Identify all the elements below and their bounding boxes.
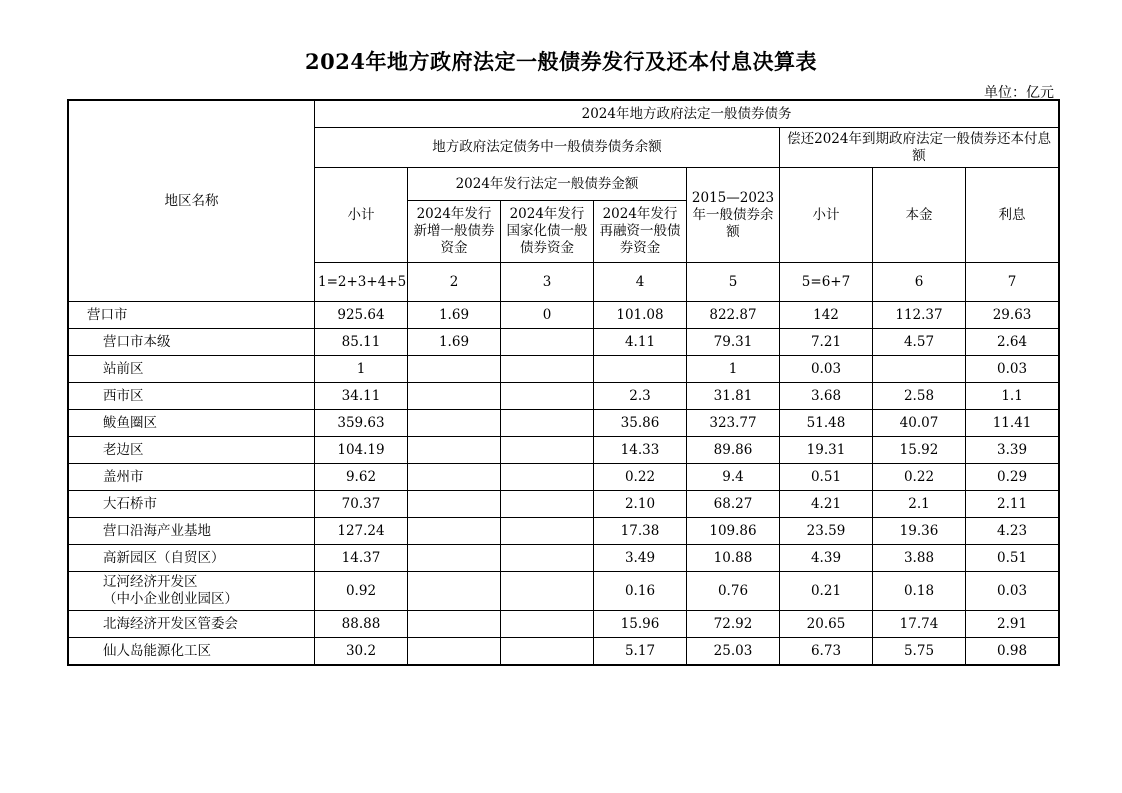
value-cell: 88.88 — [315, 611, 408, 638]
value-cell: 70.37 — [315, 491, 408, 518]
value-cell: 2.11 — [966, 491, 1059, 518]
value-cell: 15.92 — [873, 437, 966, 464]
value-cell: 112.37 — [873, 302, 966, 329]
code-cell: 4 — [594, 263, 687, 302]
value-cell — [501, 545, 594, 572]
unit-label: 单位：亿元 — [984, 85, 1054, 101]
value-cell: 2.10 — [594, 491, 687, 518]
header-repay-group: 偿还2024年到期政府法定一般债券还本付息额 — [780, 128, 1059, 168]
value-cell: 23.59 — [780, 518, 873, 545]
value-cell: 0.76 — [687, 572, 780, 611]
value-cell — [408, 491, 501, 518]
code-cell: 6 — [873, 263, 966, 302]
value-cell: 30.2 — [315, 638, 408, 665]
value-cell: 0.22 — [594, 464, 687, 491]
value-cell — [501, 518, 594, 545]
region-name — [69, 437, 315, 464]
value-cell: 822.87 — [687, 302, 780, 329]
value-cell — [501, 572, 594, 611]
value-cell: 142 — [780, 302, 873, 329]
value-cell: 127.24 — [315, 518, 408, 545]
header-issue-group: 2024年发行法定一般债券金额 — [408, 168, 687, 201]
region-name — [69, 464, 315, 491]
value-cell: 4.39 — [780, 545, 873, 572]
region-name-text: 营口沿海产业基地 — [103, 522, 211, 539]
value-cell: 31.81 — [687, 383, 780, 410]
region-name — [69, 302, 315, 329]
region-name — [69, 410, 315, 437]
value-cell — [408, 464, 501, 491]
code-cell: 5 — [687, 263, 780, 302]
header-region: 地区名称 — [69, 101, 315, 302]
value-cell: 35.86 — [594, 410, 687, 437]
value-cell: 109.86 — [687, 518, 780, 545]
table-row — [69, 611, 1059, 638]
value-cell: 68.27 — [687, 491, 780, 518]
region-name-text: 营口市本级 — [103, 333, 171, 350]
table-row — [69, 383, 1059, 410]
region-name — [69, 383, 315, 410]
value-cell — [501, 611, 594, 638]
value-cell: 9.4 — [687, 464, 780, 491]
value-cell: 5.75 — [873, 638, 966, 665]
value-cell: 6.73 — [780, 638, 873, 665]
table-row — [69, 464, 1059, 491]
region-name-subtext: （中小企业创业园区） — [103, 591, 238, 607]
value-cell: 0.29 — [966, 464, 1059, 491]
value-cell: 323.77 — [687, 410, 780, 437]
header-subtotal: 小计 — [315, 168, 408, 263]
header-interest: 利息 — [966, 168, 1059, 263]
table-row — [69, 518, 1059, 545]
value-cell: 359.63 — [315, 410, 408, 437]
value-cell: 0.03 — [780, 356, 873, 383]
value-cell: 101.08 — [594, 302, 687, 329]
value-cell: 1 — [315, 356, 408, 383]
header-top-group: 2024年地方政府法定一般债券债务 — [315, 101, 1059, 128]
value-cell: 3.49 — [594, 545, 687, 572]
value-cell — [408, 518, 501, 545]
value-cell: 5.17 — [594, 638, 687, 665]
value-cell: 17.74 — [873, 611, 966, 638]
code-cell: 5=6+7 — [780, 263, 873, 302]
region-name — [69, 572, 315, 611]
value-cell: 72.92 — [687, 611, 780, 638]
value-cell: 2.64 — [966, 329, 1059, 356]
value-cell: 19.36 — [873, 518, 966, 545]
region-name — [69, 638, 315, 665]
value-cell: 85.11 — [315, 329, 408, 356]
value-cell — [594, 356, 687, 383]
region-name-text: 仙人岛能源化工区 — [103, 642, 211, 659]
region-name-text: 站前区 — [103, 360, 144, 377]
value-cell: 0.21 — [780, 572, 873, 611]
value-cell: 0.51 — [966, 545, 1059, 572]
value-cell — [408, 611, 501, 638]
value-cell: 4.57 — [873, 329, 966, 356]
value-cell: 0.18 — [873, 572, 966, 611]
value-cell: 10.88 — [687, 545, 780, 572]
value-cell: 2.91 — [966, 611, 1059, 638]
value-cell: 4.21 — [780, 491, 873, 518]
code-cell: 7 — [966, 263, 1059, 302]
value-cell — [408, 356, 501, 383]
value-cell: 1.69 — [408, 302, 501, 329]
value-cell — [501, 491, 594, 518]
value-cell: 0.03 — [966, 572, 1059, 611]
table-row — [69, 329, 1059, 356]
value-cell: 9.62 — [315, 464, 408, 491]
value-cell: 4.23 — [966, 518, 1059, 545]
value-cell: 17.38 — [594, 518, 687, 545]
region-name-text: 鲅鱼圈区 — [103, 414, 157, 431]
value-cell: 0.92 — [315, 572, 408, 611]
header-national: 2024年发行国家化债一般债券资金 — [501, 201, 594, 263]
page-title: 2024年地方政府法定一般债券发行及还本付息决算表 — [305, 49, 817, 74]
value-cell — [408, 410, 501, 437]
value-cell — [501, 329, 594, 356]
value-cell: 3.68 — [780, 383, 873, 410]
value-cell: 0 — [501, 302, 594, 329]
value-cell: 2.1 — [873, 491, 966, 518]
value-cell: 40.07 — [873, 410, 966, 437]
value-cell: 34.11 — [315, 383, 408, 410]
value-cell: 51.48 — [780, 410, 873, 437]
value-cell: 0.03 — [966, 356, 1059, 383]
value-cell: 0.51 — [780, 464, 873, 491]
table-row — [69, 356, 1059, 383]
code-cell: 3 — [501, 263, 594, 302]
value-cell: 14.33 — [594, 437, 687, 464]
header-prior-balance: 2015—2023年一般债券余额 — [687, 168, 780, 263]
value-cell: 25.03 — [687, 638, 780, 665]
region-name-text: 西市区 — [103, 387, 144, 404]
table-row — [69, 437, 1059, 464]
value-cell — [501, 437, 594, 464]
region-name — [69, 356, 315, 383]
value-cell: 2.58 — [873, 383, 966, 410]
region-name — [69, 491, 315, 518]
code-cell: 1=2+3+4+5 — [315, 263, 408, 302]
header-refinance: 2024年发行再融资一般债券资金 — [594, 201, 687, 263]
region-name-text: 大石桥市 — [103, 495, 157, 512]
region-name — [69, 518, 315, 545]
region-name — [69, 329, 315, 356]
header-new-bond: 2024年发行新增一般债券资金 — [408, 201, 501, 263]
value-cell — [408, 545, 501, 572]
region-name-text: 辽河经济开发区 — [103, 574, 198, 590]
value-cell: 0.98 — [966, 638, 1059, 665]
value-cell — [408, 383, 501, 410]
table-row — [69, 491, 1059, 518]
value-cell: 79.31 — [687, 329, 780, 356]
value-cell: 15.96 — [594, 611, 687, 638]
code-cell: 2 — [408, 263, 501, 302]
budget-table — [68, 100, 1059, 665]
value-cell: 1 — [687, 356, 780, 383]
table-row — [69, 572, 1059, 611]
region-name-text: 北海经济开发区管委会 — [103, 615, 238, 632]
value-cell: 3.88 — [873, 545, 966, 572]
value-cell: 1.69 — [408, 329, 501, 356]
region-name — [69, 611, 315, 638]
header-balance-group: 地方政府法定债务中一般债券债务余额 — [315, 128, 780, 168]
table-header — [69, 101, 1059, 302]
table-row — [69, 545, 1059, 572]
table-row — [69, 302, 1059, 329]
value-cell: 3.39 — [966, 437, 1059, 464]
table-row — [69, 638, 1059, 665]
value-cell: 7.21 — [780, 329, 873, 356]
value-cell: 0.22 — [873, 464, 966, 491]
value-cell — [873, 356, 966, 383]
value-cell: 19.31 — [780, 437, 873, 464]
value-cell: 89.86 — [687, 437, 780, 464]
value-cell: 1.1 — [966, 383, 1059, 410]
header-repay-subtotal: 小计 — [780, 168, 873, 263]
region-name-text: 老边区 — [103, 441, 144, 458]
region-name-text: 盖州市 — [103, 468, 144, 485]
value-cell: 104.19 — [315, 437, 408, 464]
value-cell: 925.64 — [315, 302, 408, 329]
value-cell: 11.41 — [966, 410, 1059, 437]
value-cell — [501, 356, 594, 383]
value-cell: 4.11 — [594, 329, 687, 356]
value-cell — [501, 638, 594, 665]
value-cell: 2.3 — [594, 383, 687, 410]
region-name-text: 高新园区（自贸区） — [103, 549, 225, 566]
value-cell — [408, 638, 501, 665]
value-cell: 20.65 — [780, 611, 873, 638]
table-row — [69, 410, 1059, 437]
table-body — [69, 302, 1059, 665]
value-cell: 0.16 — [594, 572, 687, 611]
value-cell — [501, 383, 594, 410]
region-name — [69, 545, 315, 572]
value-cell — [501, 464, 594, 491]
value-cell — [408, 437, 501, 464]
value-cell — [408, 572, 501, 611]
value-cell — [501, 410, 594, 437]
value-cell: 14.37 — [315, 545, 408, 572]
header-principal: 本金 — [873, 168, 966, 263]
value-cell: 29.63 — [966, 302, 1059, 329]
region-name-text: 营口市 — [87, 306, 128, 323]
